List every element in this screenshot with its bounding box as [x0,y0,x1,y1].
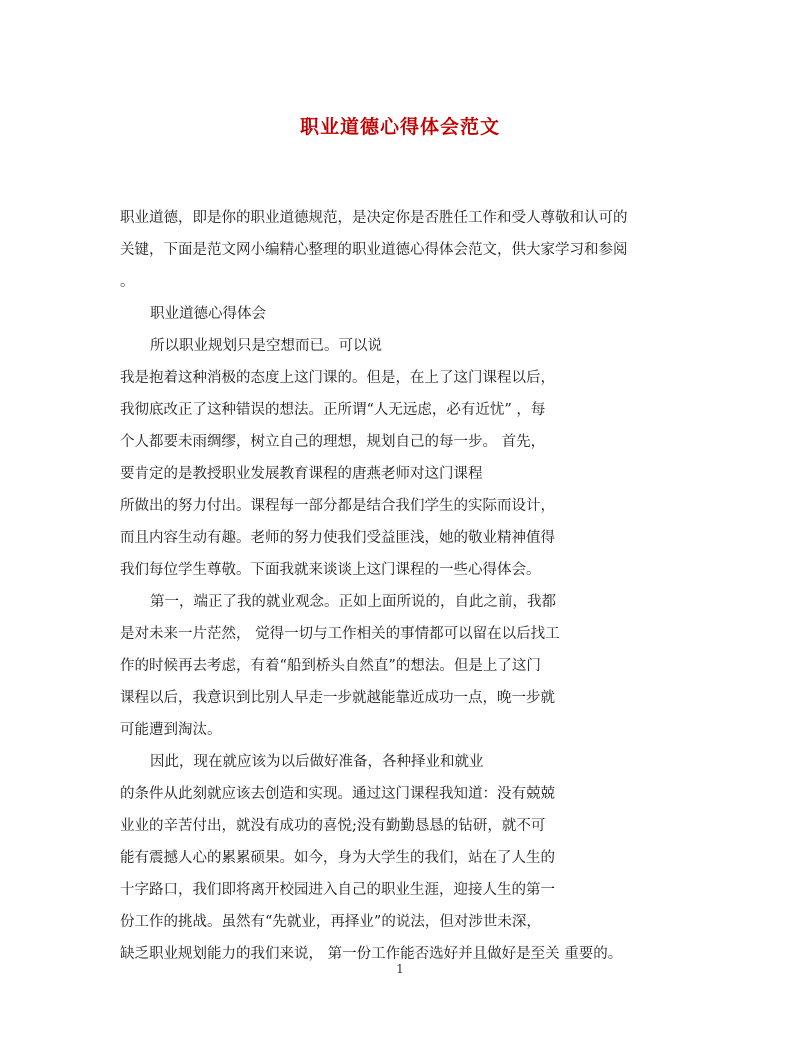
text-line: 作的时候再去考虑，有着“船到桥头自然直”的想法。但是上了这门 [120,658,541,674]
text-line: 我是抱着这种消极的态度上这门课的。但是，在上了这门课程以后， [120,370,555,386]
text-line: 份工作的挑战。虽然有“先就业，再择业”的说法，但对涉世未深， [120,914,541,930]
text-line: 职业道德心得体会 [150,306,266,322]
text-line: 缺乏职业规划能力的我们来说， 第一份工作能否选好并且做好是至关 重要的。 [120,946,623,962]
text-line: 第一，端正了我的就业观念。正如上面所说的，自此之前，我都 [150,594,556,610]
text-line: 。 [120,274,135,290]
text-line: 我彻底改正了这种错误的想法。正所谓“人无远虑，必有近忧” ，每 [120,402,546,418]
text-line: 关键，下面是范文网小编精心整理的职业道德心得体会范文，供大家学习和参阅 [120,242,628,258]
text-line: 课程以后，我意识到比别人早走一步就越能靠近成功一点，晚一步就 [120,690,555,706]
text-line: 个人都要未雨绸缪，树立自己的理想，规划自己的每一步。 首先， [120,434,546,450]
text-line: 所做出的努力付出。课程每一部分都是结合我们学生的实际而设计， [120,498,555,514]
text-line: 因此，现在就应该为以后做好准备，各种择业和就业 [150,754,484,770]
text-line: 业业的辛苦付出，就没有成功的喜悦;没有勤勤恳恳的钻研，就不可 [120,818,546,834]
text-line: 我们每位学生尊敬。下面我就来谈谈上这门课程的一些心得体会。 [120,562,541,578]
text-line: 是对未来一片茫然， 觉得一切与工作相关的事情都可以留在以后找工 [120,626,560,642]
text-line: 所以职业规划只是空想而已。可以说 [150,338,382,354]
text-line: 可能遭到淘汰。 [120,722,222,738]
text-line: 的条件从此刻就应该去创造和实现。通过这门课程我知道：没有兢兢 [120,786,555,802]
page-number: 1 [396,962,404,976]
text-line: 要肯定的是教授职业发展教育课程的唐燕老师对这门课程 [120,466,483,482]
text-line: 而且内容生动有趣。老师的努力使我们受益匪浅，她的敬业精神值得 [120,530,555,546]
text-line: 能有震撼人心的累累硕果。如今，身为大学生的我们，站在了人生的 [120,850,555,866]
text-line: 十字路口，我们即将离开校园进入自己的职业生涯，迎接人生的第一 [120,882,555,898]
document-title: 职业道德心得体会范文 [299,116,500,138]
text-line: 职业道德，即是你的职业道德规范，是决定你是否胜任工作和受人尊敬和认可的 [120,210,628,226]
document-body [120,206,682,974]
